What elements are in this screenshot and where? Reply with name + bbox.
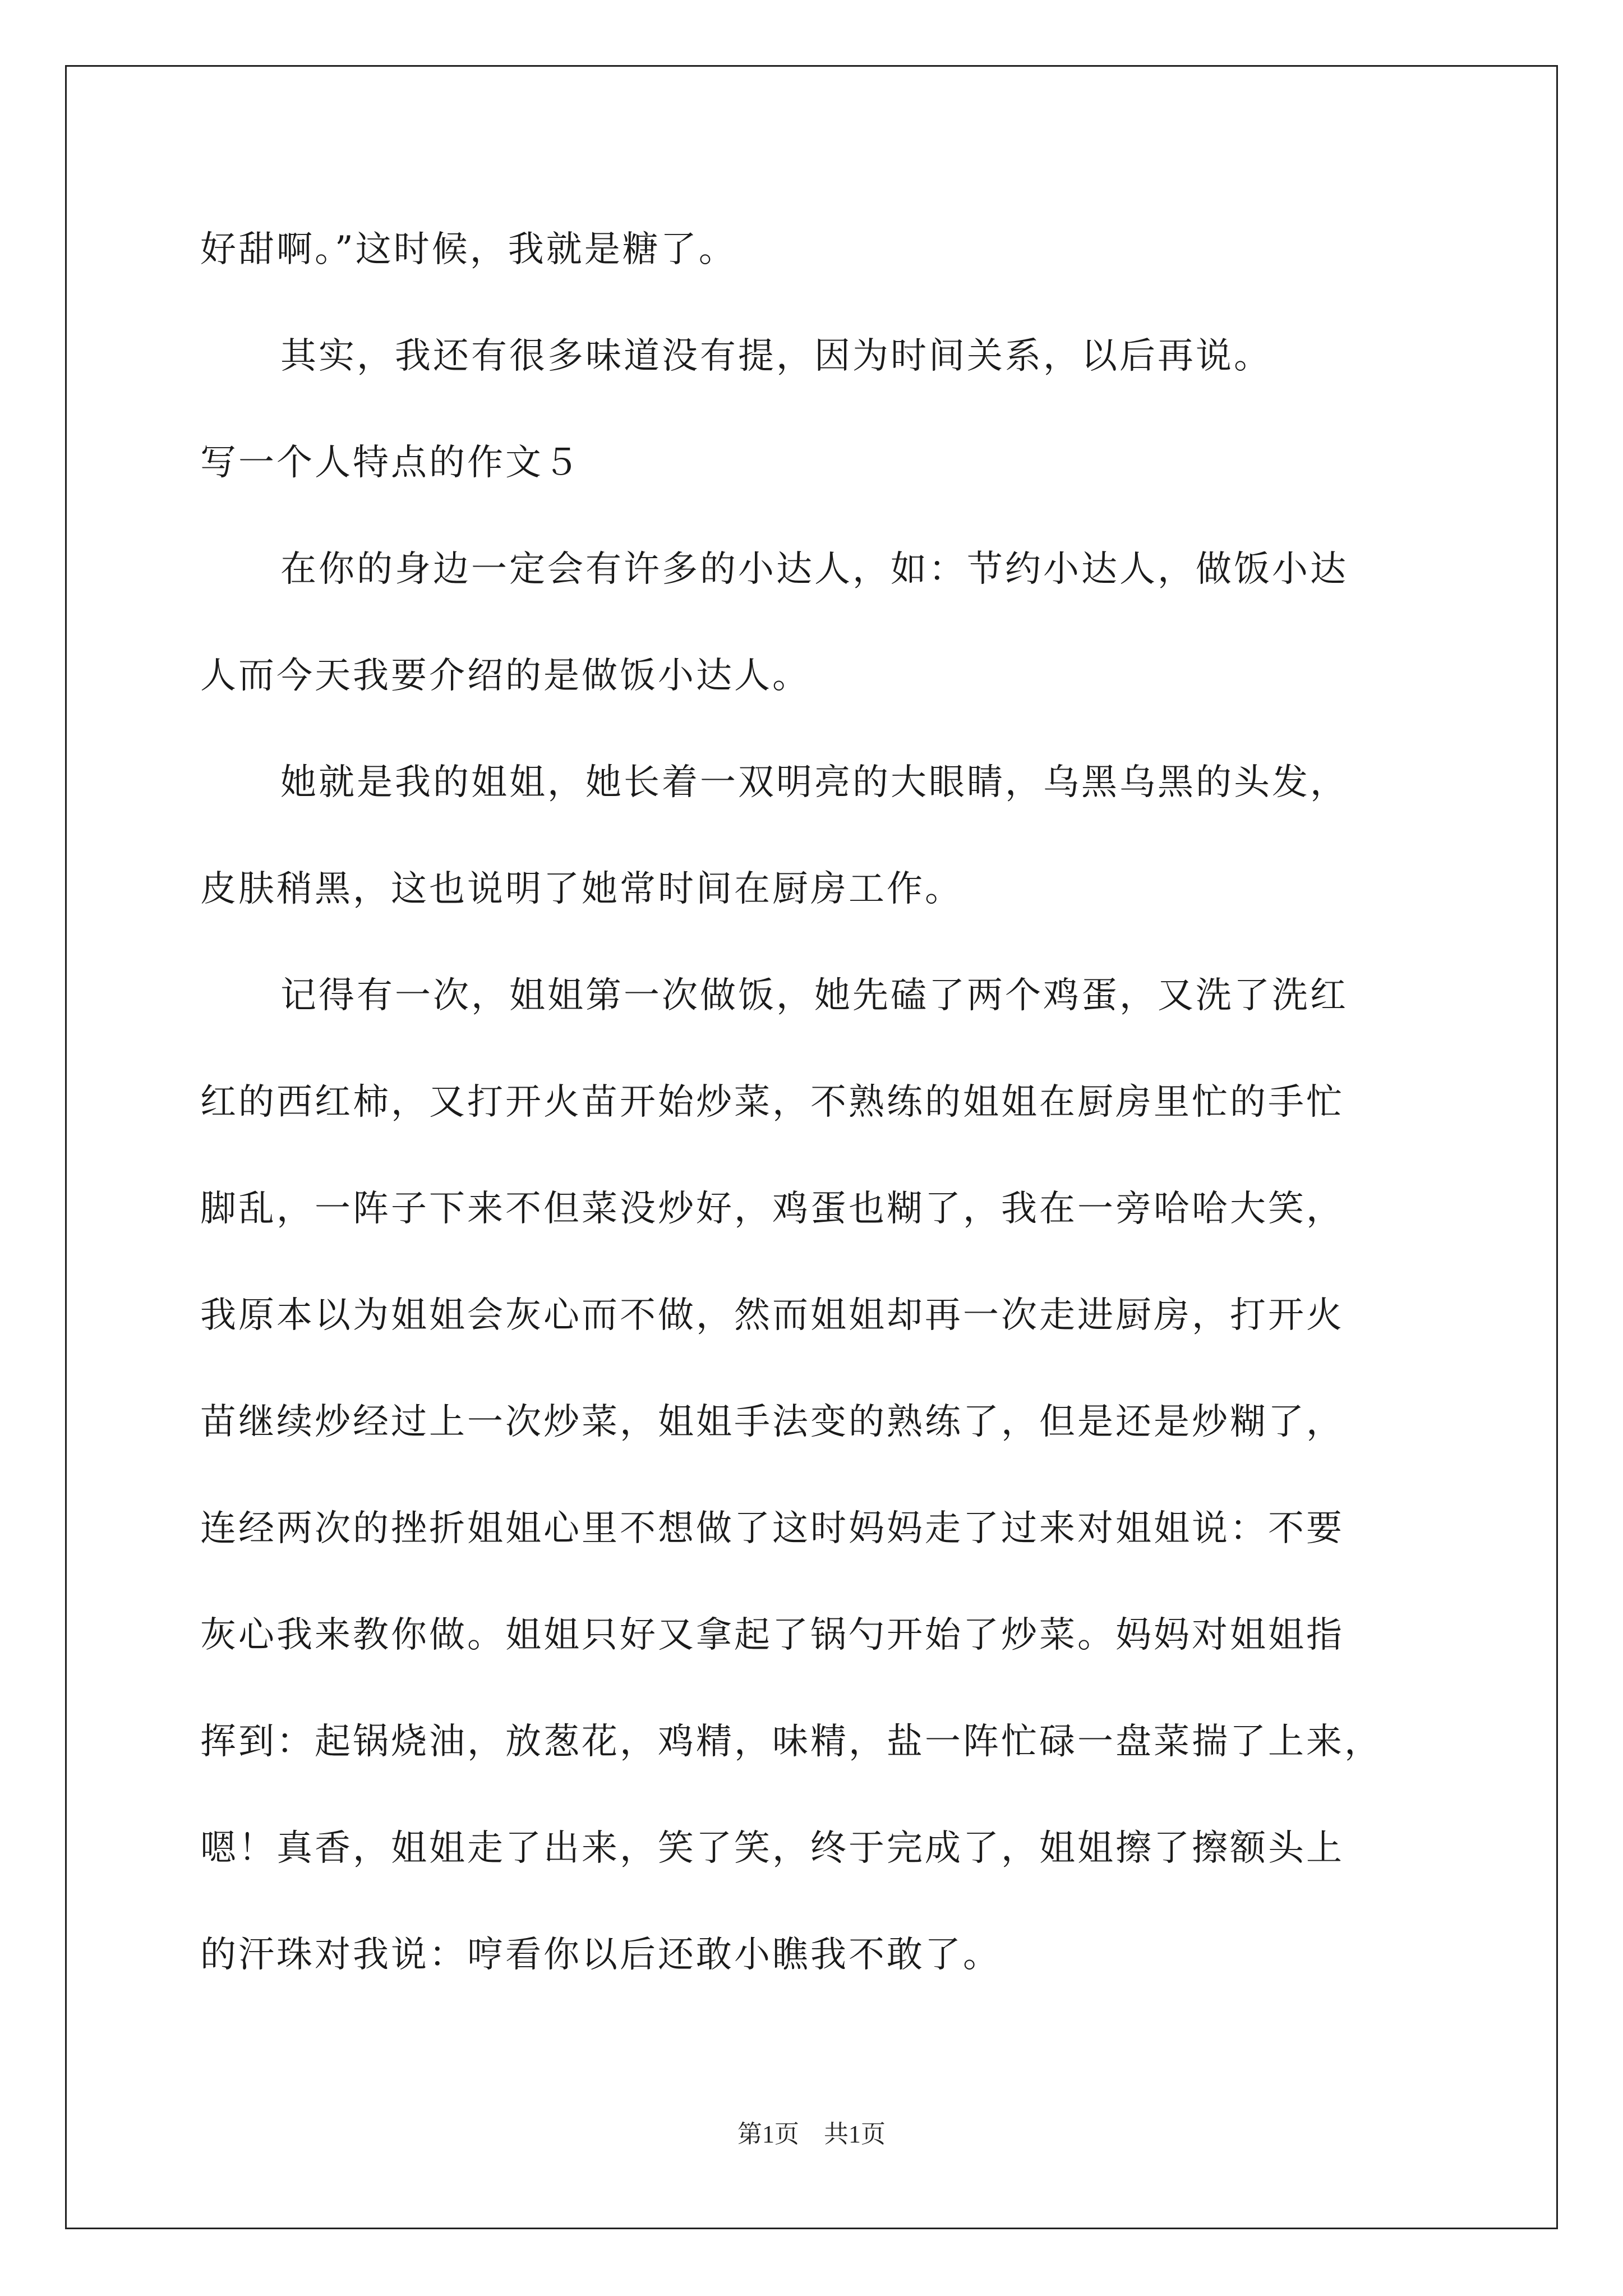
text-line: 皮肤稍黑，这也说明了她常时间在厨房工作。 xyxy=(200,868,963,910)
text-line: 苗继续炒经过上一次炒菜，姐姐手法变的熟练了，但是还是炒糊了， xyxy=(200,1401,1344,1443)
text-line: 脚乱，一阵子下来不但菜没炒好，鸡蛋也糊了，我在一旁哈哈大笑， xyxy=(200,1188,1344,1230)
page-number-footer: 第1页 共1页 xyxy=(737,2120,886,2148)
page-border xyxy=(65,65,1558,2229)
paragraph-line: 记得有一次，姐姐第一次做饭，她先磕了两个鸡蛋，又洗了洗红 xyxy=(280,975,1348,1016)
text-line: 连经两次的挫折姐姐心里不想做了这时妈妈走了过来对姐姐说：不要 xyxy=(200,1508,1344,1549)
text-line: 好甜啊。”这时候，我就是糖了。 xyxy=(200,229,737,270)
text-line: 红的西红柿，又打开火苗开始炒菜，不熟练的姐姐在厨房里忙的手忙 xyxy=(200,1082,1344,1123)
paragraph-line: 她就是我的姐姐，她长着一双明亮的大眼睛，乌黑乌黑的头发， xyxy=(280,762,1348,803)
paragraph-line: 在你的身边一定会有许多的小达人，如：节约小达人，做饭小达 xyxy=(280,549,1348,590)
section-heading: 写一个人特点的作文５ xyxy=(200,442,582,484)
paragraph-line: 其实，我还有很多味道没有提，因为时间关系，以后再说。 xyxy=(280,335,1272,377)
text-line: 人而今天我要介绍的是做饭小达人。 xyxy=(200,655,810,697)
text-line: 灰心我来教你做。姐姐只好又拿起了锅勺开始了炒菜。妈妈对姐姐指 xyxy=(200,1614,1344,1656)
text-line: 的汗珠对我说：哼看你以后还敢小瞧我不敢了。 xyxy=(200,1934,1001,1976)
text-line: 嗯！真香，姐姐走了出来，笑了笑，终于完成了，姐姐擦了擦额头上 xyxy=(200,1828,1344,1869)
text-line: 挥到：起锅烧油，放葱花，鸡精，味精，盐一阵忙碌一盘菜揣了上来， xyxy=(200,1721,1382,1763)
text-line: 我原本以为姐姐会灰心而不做，然而姐姐却再一次走进厨房，打开火 xyxy=(200,1295,1344,1336)
